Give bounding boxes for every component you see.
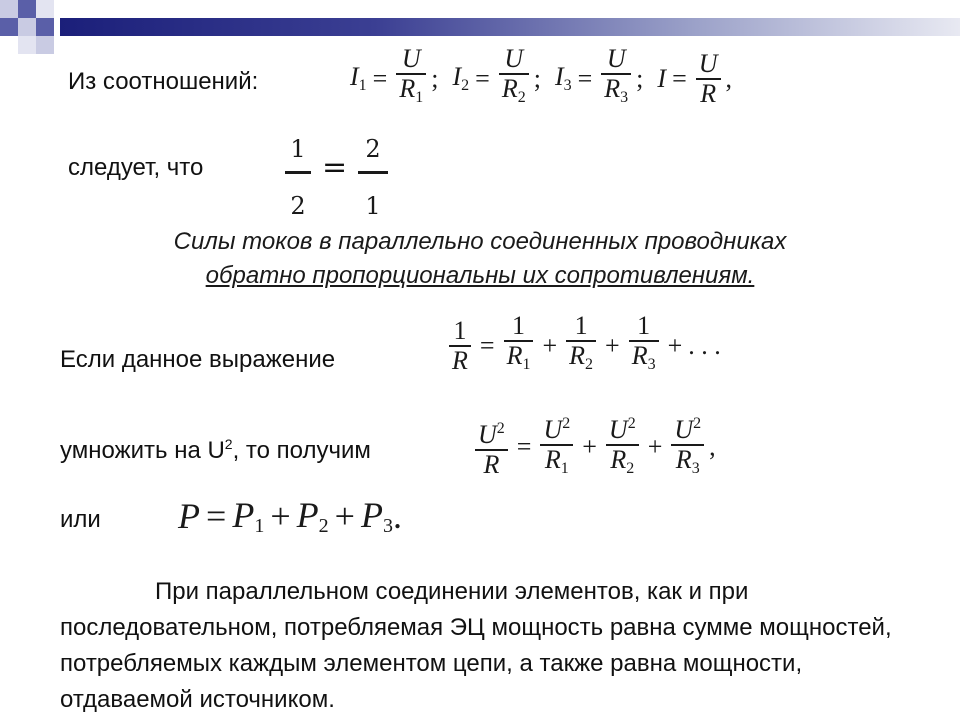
follows-label: следует, что — [68, 154, 204, 181]
conclusion-text: При параллельном соединении элементов, как и при последовательном, потребляемая ЭЦ мощность равна сумме мощностей, потребляемых каждым элементом цепи, а также равна мощности, отдаваемой источником. — [60, 578, 892, 713]
header-gradient-bar — [60, 18, 960, 36]
multiply-label-text: умножить на U — [60, 437, 225, 464]
power-fraction-formula: $\frac{U^2}{R}$ = $\frac{U^2}{R_1}$ + $\frac{U^2}{R_2}$ + $\frac{U^2}{R_3}$ , — [472, 410, 730, 483]
equals-sign: = — [322, 150, 348, 185]
or-label: или — [60, 506, 101, 533]
right-fraction-bar — [358, 171, 388, 174]
left-fraction-bar — [285, 171, 311, 174]
right-numerator: 2 — [365, 135, 381, 163]
relations-label: Из соотношений: — [68, 68, 259, 95]
left-numerator: 1 — [290, 135, 306, 163]
multiply-label-tail: , то получим — [232, 437, 371, 464]
right-denominator: 1 — [365, 192, 381, 220]
multiply-label — [60, 430, 371, 465]
multiply-label-superscript: 2 — [224, 436, 233, 452]
emphasis-line-2 — [0, 260, 960, 292]
left-denominator: 2 — [290, 192, 306, 220]
ohm-relations-formula: $I_1$ = $\frac{U}{R_1}$ ; $I_2$ = $\frac{U}{R_2}$ ; $I_3$ = $\frac{U}{R_3}$ ; I = $\frac{U}{R}$ , — [350, 44, 733, 108]
power-sum-formula: P = $P_1$ + $P_2$ + $P_3$ . — [178, 495, 402, 537]
conductance-sum-formula: $\frac{1}{R}$ = $\frac{1}{R_1}$ + $\frac{1}{R_2}$ + $\frac{1}{R_3}$ + . . . — [446, 312, 721, 379]
expression-label: Если данное выражение — [60, 346, 336, 373]
emphasis-underlined-text: обратно пропорциональны их сопротивлениям. — [205, 262, 755, 289]
emphasis-line-1: Силы токов в параллельно соединенных проводниках — [173, 228, 787, 255]
conclusion-paragraph — [60, 574, 920, 718]
